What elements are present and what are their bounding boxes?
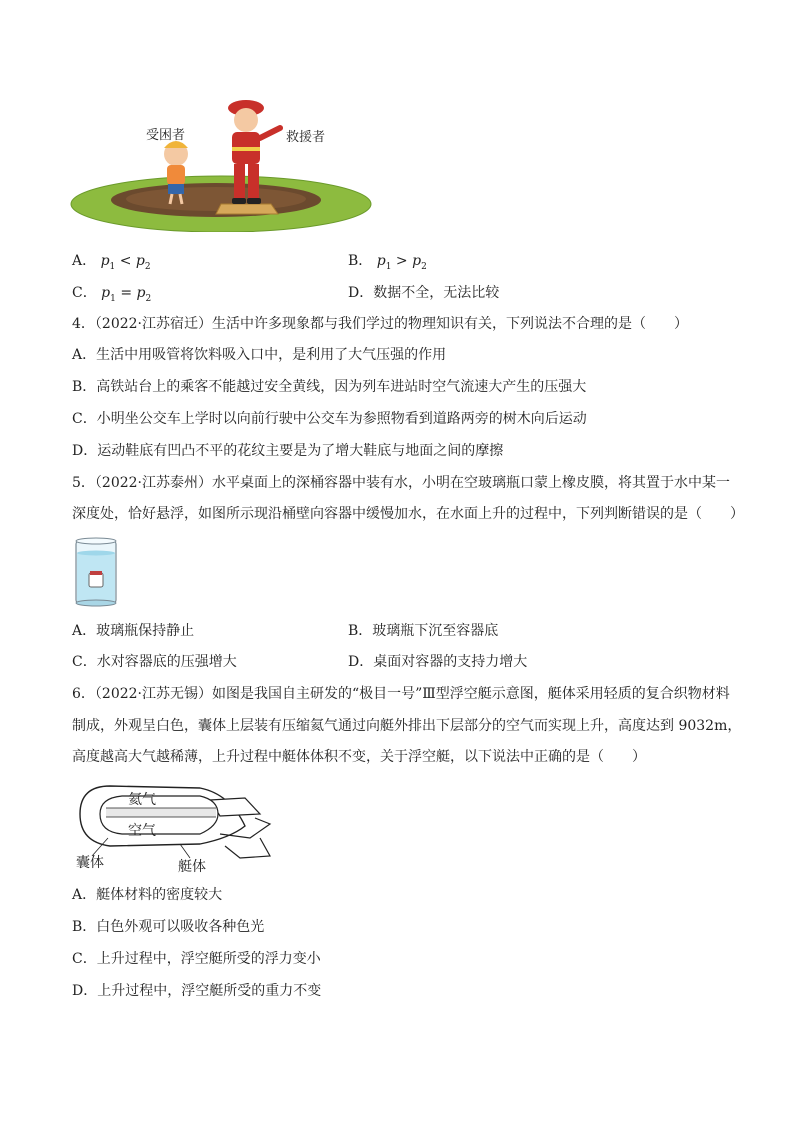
q4-option-c[interactable]: C．小明坐公交车上学时以向前行驶中公交车为参照物看到道路两旁的树木向后运动 (72, 411, 587, 427)
q3-c-expression: $p_1 = p_2$ (101, 285, 152, 304)
q4-option-b[interactable]: B．高铁站台上的乘客不能越过安全黄线，因为列车进站时空气流速大产生的压强大 (72, 379, 587, 395)
q5-option-c[interactable]: C．水对容器底的压强增大 (72, 654, 237, 670)
q6-option-b[interactable]: B．白色外观可以吸收各种色光 (72, 919, 265, 935)
bucket-figure (74, 537, 118, 607)
q6-stem-line3: 高度越高大气越稀薄，上升过程中艇体体积不变，关于浮空艇，以下说法中正确的是（ ） (72, 749, 646, 765)
q5-option-a[interactable]: A．玻璃瓶保持静止 (72, 623, 195, 639)
q5-stem-line2: 深度处，恰好悬浮，如图所示现沿桶壁向容器中缓慢加水，在水面上升的过程中，下列判断错误的是（ ） (72, 506, 744, 522)
q4-option-a[interactable]: A．生活中用吸管将饮料吸入口中，是利用了大气压强的作用 (72, 347, 447, 363)
q6-stem-line2: 制成，外观呈白色，囊体上层装有压缩氦气通过向艇外排出下层部分的空气而实现上升，高度达到 9032m， (72, 718, 742, 734)
bucket-with-bottle-illustration (74, 537, 118, 607)
q3-a-expression: $p_1 < p_2$ (100, 253, 151, 272)
airship-label-helium: 氦气 (128, 792, 156, 808)
q3-b-expression: $p_1 > p_2$ (376, 253, 427, 272)
q5-option-d[interactable]: D．桌面对容器的支持力增大 (348, 654, 528, 670)
q6-option-c[interactable]: C．上升过程中，浮空艇所受的浮力变小 (72, 951, 321, 967)
q3-option-a[interactable]: A． $p_1 < p_2$ (72, 253, 151, 272)
q5-stem-line1: 5．（2022·江苏泰州）水平桌面上的深桶容器中装有水，小明在空玻璃瓶口蒙上橡皮膜，将其置于水中某一 (72, 475, 730, 491)
q6-stem-line1: 6．（2022·江苏无锡）如图是我国自主研发的“极目一号”Ⅲ型浮空艇示意图，艇体采用轻质的复合织物材料 (72, 686, 730, 702)
q6-option-d[interactable]: D．上升过程中，浮空艇所受的重力不变 (72, 983, 322, 999)
q4-option-d[interactable]: D．运动鞋底有凹凸不平的花纹主要是为了增大鞋底与地面之间的摩擦 (72, 443, 504, 459)
airship-label-air: 空气 (128, 823, 156, 839)
label-rescuer: 救援者 (286, 130, 326, 145)
q3-option-c[interactable]: C． $p_1 = p_2$ (72, 285, 152, 304)
label-trapped: 受困者 (146, 128, 186, 143)
mud-pit-figure (66, 92, 376, 232)
q5-option-b[interactable]: B．玻璃瓶下沉至容器底 (348, 623, 499, 639)
q3-option-b[interactable]: B． $p_1 > p_2$ (348, 253, 427, 272)
airship-label-bag: 囊体 (76, 855, 104, 871)
airship-label-hull: 艇体 (178, 859, 206, 875)
mud-pit-illustration (66, 92, 376, 232)
q3-option-d[interactable]: D．数据不全，无法比较 (348, 285, 500, 301)
q4-stem: 4．（2022·江苏宿迁）生活中许多现象都与我们学过的物理知识有关，下列说法不合理的是（ ） (72, 316, 688, 332)
q6-option-a[interactable]: A．艇体材料的密度较大 (72, 887, 223, 903)
